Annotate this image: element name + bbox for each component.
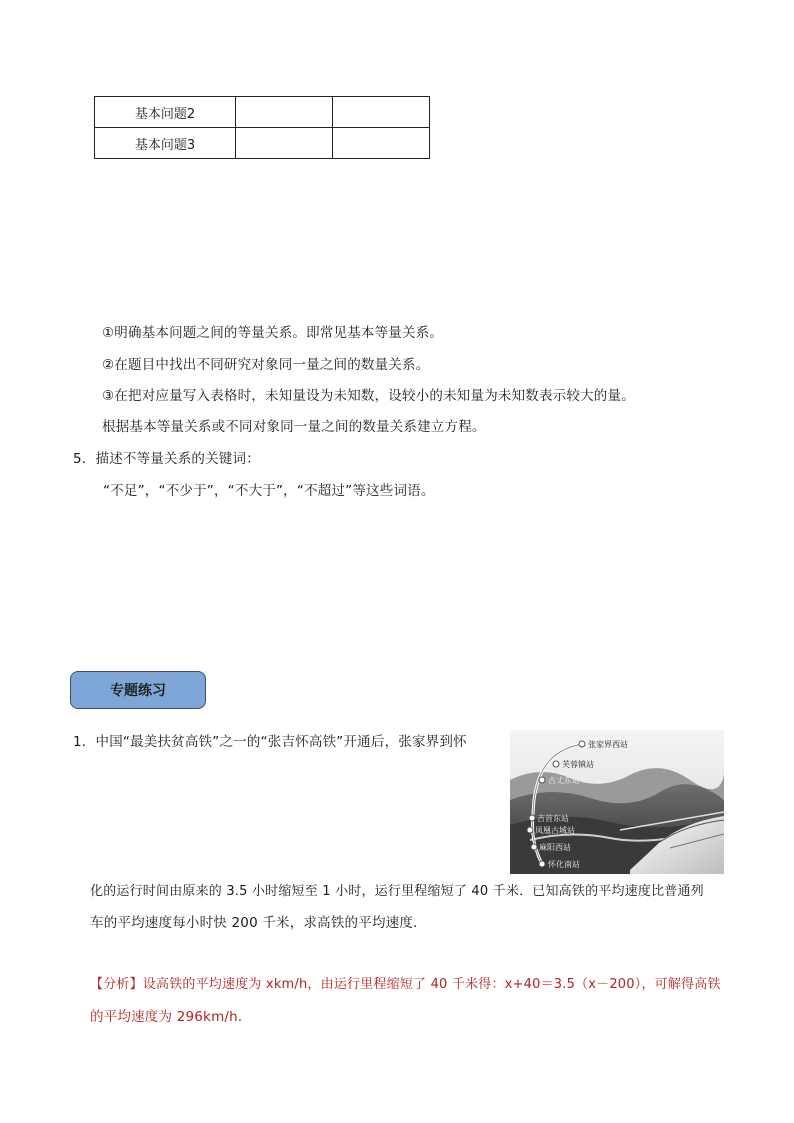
- step-4: 根据基本等量关系或不同对象同一量之间的数量关系建立方程。: [102, 419, 486, 435]
- item5-heading: 5．描述不等量关系的关键词：: [73, 451, 260, 467]
- table-row: [95, 128, 430, 159]
- station-label: 古丈东站: [548, 776, 580, 785]
- table-cell-label: 基本问题2: [95, 97, 236, 128]
- problem1-line1: 1．中国“最美扶贫高铁”之一的“张吉怀高铁”开通后，张家界到怀: [73, 734, 467, 750]
- table-cell-label: 基本问题3: [95, 128, 236, 159]
- table-cell: [333, 97, 430, 128]
- rail-map-photo: [510, 730, 724, 874]
- problem1-line2: 化的运行时间由原来的 3.5 小时缩短至 1 小时，运行里程缩短了 40 千米．已知高铁的平均速度比普通列: [90, 884, 704, 899]
- section-badge: 专题练习: [70, 671, 206, 709]
- basic-problem-table: [94, 96, 430, 159]
- table-cell: [236, 128, 333, 159]
- table-cell: [236, 97, 333, 128]
- station-label: 吉首东站: [537, 814, 569, 823]
- station-label: 凤凰古城站: [535, 826, 575, 835]
- station-label: 张家界西站: [588, 740, 628, 749]
- station-label: 麻阳西站: [539, 843, 571, 852]
- step-2: ②在题目中找出不同研究对象同一量之间的数量关系。: [102, 357, 430, 373]
- table-row: [95, 97, 430, 128]
- step-3: ③在把对应量写入表格时，未知量设为未知数，设较小的未知量为未知数表示较大的量。: [102, 388, 635, 404]
- table-cell: [333, 128, 430, 159]
- problem1-line3: 车的平均速度每小时快 200 千米，求高铁的平均速度．: [90, 915, 427, 931]
- item5-body: “不足”，“不少于”，“不大于”，“不超过”等这些词语。: [103, 483, 435, 499]
- step-1: ①明确基本问题之间的等量关系。即常见基本等量关系。: [102, 325, 444, 341]
- rail-map-graphic: [510, 730, 724, 874]
- station-label: 芙蓉镇站: [562, 760, 594, 769]
- analysis-line2: 的平均速度为 296km/h．: [90, 1009, 252, 1025]
- station-label: 怀化南站: [548, 860, 580, 869]
- analysis-line1: 【分析】设高铁的平均速度为 xkm/h，由运行里程缩短了 40 千米得：x+40＝3.5（x－200），可解得高铁: [90, 977, 721, 992]
